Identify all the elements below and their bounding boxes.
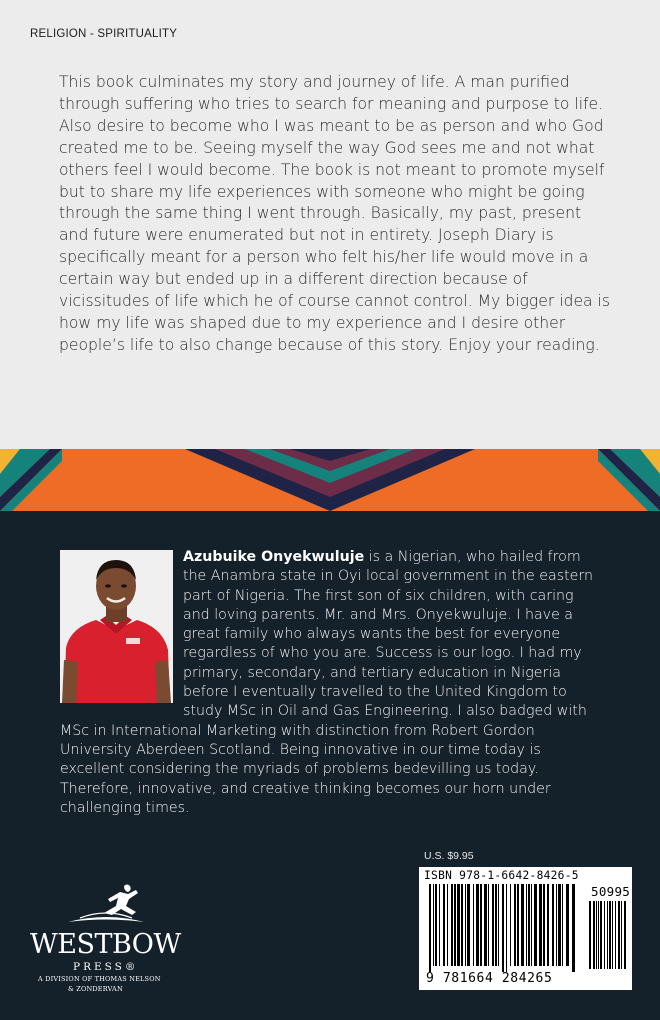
author-name: Azubuike Onyekwuluje <box>183 549 365 565</box>
publisher-logo <box>18 882 193 1007</box>
pattern-band <box>0 449 660 511</box>
publisher-division-line2: & ZONDERVAN <box>68 985 123 993</box>
barcode-digits: 9 781664 284265 <box>426 971 553 986</box>
publisher-division-line1: A DIVISION OF THOMAS NELSON <box>38 975 161 983</box>
runner-icon <box>66 882 146 930</box>
price-label: U.S. $9.95 <box>424 850 474 862</box>
book-blurb: This book culminates my story and journey of life. A man purified through suffering who tries to search for meaning and purpose to life. Also desire to become who I was meant to be as person and who God created me to be. Seeing myself the way God sees me and not what others feel I would become. The book is not meant to promote myself but to share my life experiences with someone who might be going through the same thing I went through. Basically, my past, present and future were enumerated but not in entirety. Joseph Diary is specifically meant for a person who felt his/her life would move in a certain way but ended up in a different direction because of vicissitudes of life which he of course cannot control. My bigger idea is how my life was shaped due to my experience and I desire other people’s life to also change because of this story. Enjoy your reading. <box>59 73 611 354</box>
isbn-label: ISBN 978-1-6642-8426-5 <box>424 869 579 882</box>
publisher-press: PRESS® <box>73 961 139 973</box>
barcode-addon-digits: 50995 <box>591 884 631 899</box>
author-bio <box>60 548 600 818</box>
barcode <box>419 867 632 990</box>
publisher-name: WESTBOW <box>30 929 181 960</box>
author-bio-text: is a Nigerian, who hailed from the Anambra state in Oyi local government in the eastern part of Nigeria. The first son of six children, with caring and loving parents. Mr. and Mrs. Onyekwuluje. I have a great family who always wants the best for everyone regardless of who you are. Success is our logo. I had my primary, secondary, and tertiary education in Nigeria before I eventually travelled to the United Kingdom to study MSc in Oil and Gas Engineering. I also badged with MSc in International Marketing with distinction from Robert Gordon University Aberdeen Scotland. Being innovative in our time today is excellent considering the myriads of problems bedevilling us today. Therefore, innovative, and creative thinking becomes our horn under challenging times. <box>60 549 593 816</box>
category-label: RELIGION - SPIRITUALITY <box>30 28 178 40</box>
photo-spacer <box>60 548 183 714</box>
blurb-panel <box>0 0 660 449</box>
